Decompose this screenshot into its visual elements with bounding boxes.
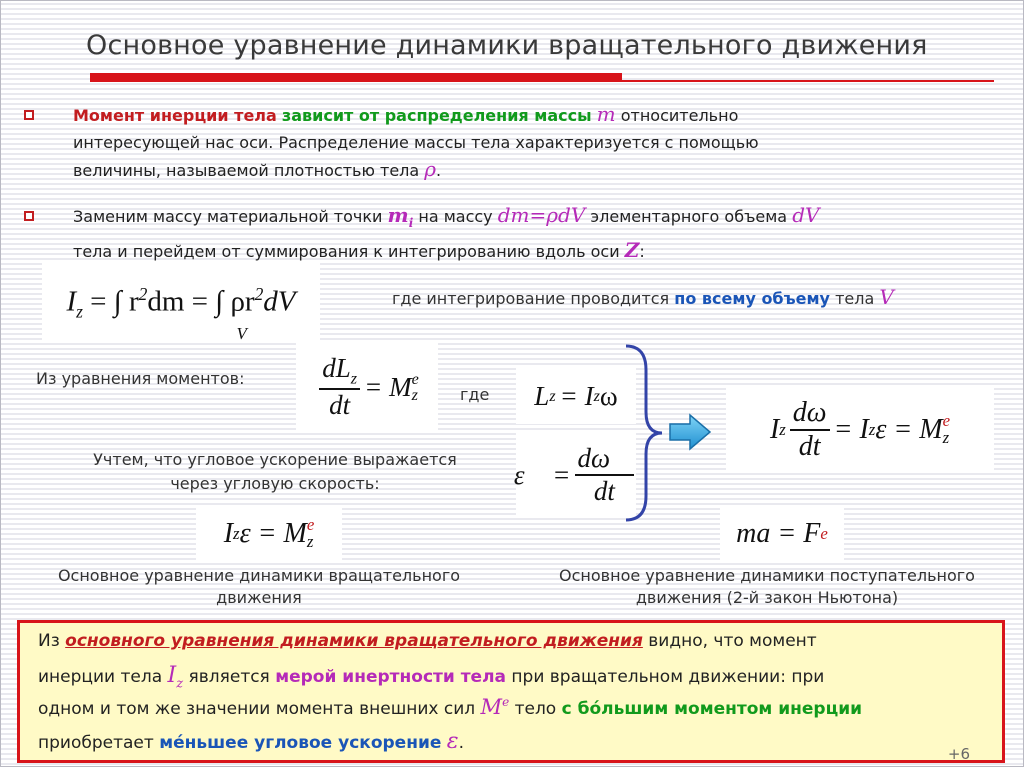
paragraph-1-line-2: интересующей нас оси. Распределение массы тела характеризуется с помощью xyxy=(73,133,759,152)
formula-result-den: dt xyxy=(798,431,821,462)
symbol-dV: dV xyxy=(792,203,820,227)
formula-L-rhs: = I xyxy=(559,380,594,411)
symbol-m-letter: m xyxy=(387,203,409,227)
formula-rot-a-sub: z xyxy=(233,524,240,543)
conclusion-line-3 xyxy=(38,695,862,719)
conclusion-rotational: при вращательном движении: при xyxy=(511,667,825,687)
angular-note-line-2: через угловую скорость: xyxy=(170,474,380,493)
formula-L-omega: ω xyxy=(599,380,618,411)
text-elementary-volume: элементарного объема xyxy=(590,207,788,226)
conclusion-is: является xyxy=(188,667,270,687)
conclusion-seen: видно, что момент xyxy=(648,631,817,651)
formula-moments-fraction xyxy=(319,353,360,421)
formula-L-rhs-sub: z xyxy=(593,386,600,405)
formula-L-lhs: L xyxy=(534,380,550,411)
formula-moments-num-text: dL xyxy=(322,352,351,383)
formula-rotational xyxy=(196,507,342,561)
slide-title: Основное уравнение динамики вращательного движения xyxy=(86,30,928,61)
bullet-square-icon xyxy=(24,211,34,221)
formula-eps-lhs: ε⃗ = xyxy=(513,459,571,490)
symbol-rho: ρ xyxy=(424,157,437,181)
paragraph-2-line-2 xyxy=(73,237,819,265)
formula-integral-sup1: 2 xyxy=(138,283,148,304)
text-colon: : xyxy=(639,242,645,261)
symbol-m: m xyxy=(596,102,616,126)
paragraph-2 xyxy=(73,202,819,265)
formula-moments-num xyxy=(319,353,360,390)
text-depends-mass: зависит от распределения массы xyxy=(281,106,592,125)
caption-translational xyxy=(522,565,1012,609)
symbol-I-letter: I xyxy=(167,663,177,688)
formula-rot-indices xyxy=(307,517,314,551)
formula-dm: dm=ρdV xyxy=(497,203,586,227)
right-brace-icon xyxy=(620,340,666,526)
formula-moments-den: dt xyxy=(329,389,351,420)
symbol-Iz xyxy=(167,663,184,692)
caption-rotational xyxy=(14,565,504,609)
formula-newton xyxy=(720,507,844,561)
formula-rot-a: I xyxy=(223,518,234,549)
label-gde: где xyxy=(460,385,490,404)
integral-note xyxy=(392,285,894,309)
formula-moments-indices xyxy=(412,371,419,403)
caption-rotational-line-1: Основное уравнение динамики вращательного xyxy=(57,566,461,585)
formula-result-sub: z xyxy=(942,428,950,447)
conclusion-same-moment: одном и том же значении момента внешних сил xyxy=(38,699,476,719)
paragraph-1-line-1 xyxy=(73,101,759,129)
formula-integral-sup2: 2 xyxy=(254,283,264,304)
symbol-M-letter: M xyxy=(480,695,503,719)
conclusion-smaller-acceleration: мéньшее угловое ускорение xyxy=(159,733,442,753)
formula-integral-end: dV xyxy=(263,285,296,318)
integral-note-body: тела xyxy=(835,289,875,308)
formula-L-lhs-sub: z xyxy=(549,386,556,405)
formula-integral-lhs-sub: z xyxy=(76,301,83,322)
angular-note-line-1: Учтем, что угловое ускорение выражается xyxy=(93,450,457,469)
title-underline-bar xyxy=(90,73,622,82)
formula-moments xyxy=(296,343,438,431)
formula-moments-num-sub: z xyxy=(350,369,358,388)
symbol-epsilon: ε xyxy=(446,729,459,754)
conclusion-period: . xyxy=(458,733,465,753)
formula-result-sup: e xyxy=(942,411,951,431)
paragraph-1-line-3 xyxy=(73,156,759,184)
formula-newton-text: ma = F xyxy=(736,518,821,549)
symbol-i-sub: i xyxy=(408,216,414,230)
formula-integral-part1: = ∫ r xyxy=(90,285,139,318)
formula-epsilon xyxy=(513,432,636,518)
formula-result-eps: ε = M xyxy=(875,414,943,445)
formula-newton-sup: e xyxy=(820,524,828,543)
symbol-Me xyxy=(481,695,510,719)
conclusion-measure-inertness: мерой инертности тела xyxy=(275,667,507,687)
caption-translational-line-2: движения (2-й закон Ньютона) xyxy=(635,588,899,607)
formula-angular-momentum xyxy=(516,368,636,424)
formula-result-lhs-sub: z xyxy=(779,420,786,439)
formula-integral-lower-limit: V xyxy=(236,323,247,343)
conclusion-box xyxy=(17,620,1005,763)
conclusion-line-2 xyxy=(38,663,824,691)
conclusion-line-4 xyxy=(38,729,464,754)
symbol-e-sup: e xyxy=(502,695,510,709)
symbol-z-axis: Z xyxy=(624,238,640,262)
title-underline-line xyxy=(622,80,994,82)
formula-moments-sup: e xyxy=(411,369,419,388)
formula-rot-b: ε = M xyxy=(239,518,307,549)
symbol-V: V xyxy=(879,285,894,309)
formula-moments-sub: z xyxy=(411,386,418,404)
text-relative: относительно xyxy=(620,106,739,125)
formula-result-lhs: I xyxy=(769,414,780,445)
caption-rotational-line-2: движения xyxy=(216,588,302,607)
angular-note xyxy=(40,448,510,496)
conclusion-main-equation: основного уравнения динамики вращательного движения xyxy=(65,631,643,651)
text-period: . xyxy=(436,161,442,180)
text-on-mass: на массу xyxy=(418,207,493,226)
formula-eps-den: dt xyxy=(593,476,615,506)
moments-label: Из уравнения моментов: xyxy=(36,369,245,388)
paragraph-2-line-1 xyxy=(73,202,819,237)
formula-result xyxy=(726,388,994,472)
formula-integral-part2: dm = ∫ ρr xyxy=(147,285,255,318)
formula-integral-lhs: I xyxy=(66,285,77,318)
formula-result-fraction xyxy=(790,397,830,463)
text-moment-inertia: Момент инерции тела xyxy=(73,106,277,125)
text-replace-mass: Заменим массу материальной точки xyxy=(73,207,383,226)
symbol-z-sub: z xyxy=(176,676,184,692)
arrow-right-icon xyxy=(668,413,712,451)
conclusion-acquires: приобретает xyxy=(38,733,154,753)
bullet-square-icon xyxy=(24,110,34,120)
paragraph-1 xyxy=(73,101,759,184)
formula-result-indices xyxy=(943,413,950,447)
page-number: +6 xyxy=(947,745,970,763)
formula-result-mid: = I xyxy=(833,414,869,445)
text-density: величины, называемой плотностью тела xyxy=(73,161,420,180)
integral-note-text: где интегрирование проводится xyxy=(392,289,670,308)
formula-rot-sup: e xyxy=(306,515,315,535)
integral-note-whole-volume: по всему объему xyxy=(674,289,830,308)
formula-result-mid-sub: z xyxy=(868,420,876,439)
formula-eps-num: dω⃗ xyxy=(575,443,635,476)
formula-rot-sub: z xyxy=(306,532,314,551)
formula-result-num: dω xyxy=(790,397,830,431)
formula-integral xyxy=(42,263,320,343)
conclusion-bigger-inertia: с бóльшим моментом инерции xyxy=(561,699,863,719)
text-integration: тела и перейдем от суммирования к интегрированию вдоль оси xyxy=(73,242,620,261)
conclusion-from: Из xyxy=(38,631,60,651)
conclusion-inertia: инерции тела xyxy=(38,667,163,687)
caption-translational-line-1: Основное уравнение динамики поступательного xyxy=(559,566,975,585)
conclusion-line-1 xyxy=(38,631,817,651)
formula-moments-rhs: = M xyxy=(364,371,412,402)
symbol-mi xyxy=(387,203,414,230)
conclusion-body: тело xyxy=(514,699,557,719)
